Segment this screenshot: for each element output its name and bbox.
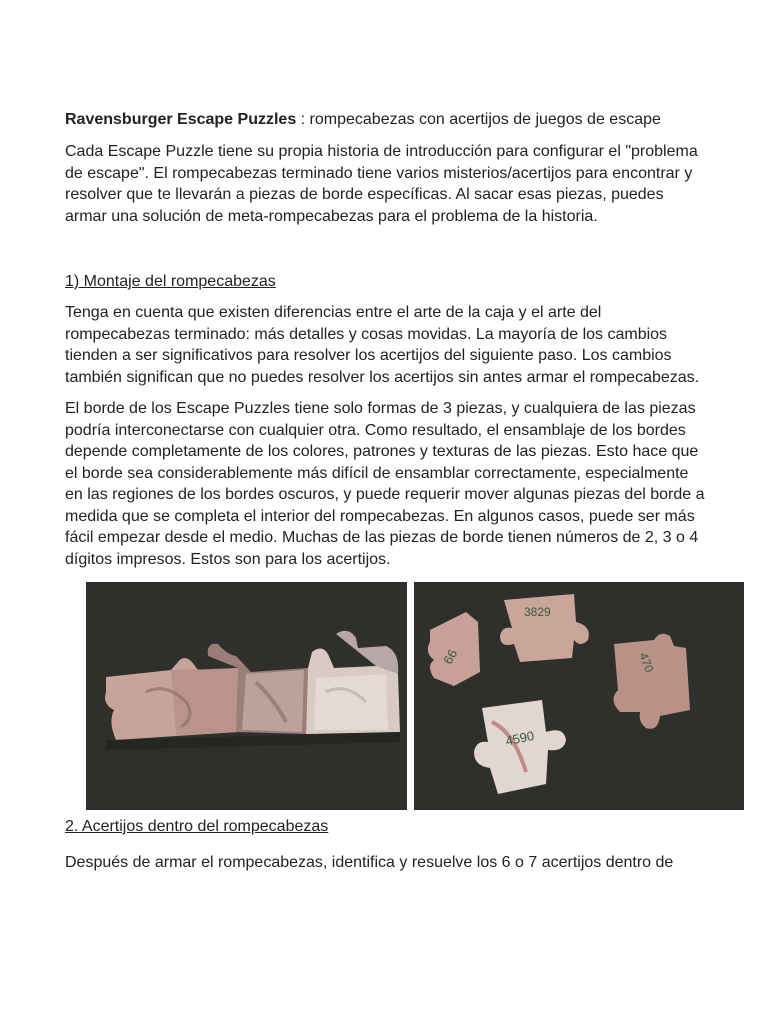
section-1-paragraph-2: El borde de los Escape Puzzles tiene solo formas de 3 piezas, y cualquiera de las piezas podría interconectarse con cualquier otra. Como resultado, el ensamblaje de los bordes depende completamente de los colores, patrones y texturas de las piezas. Esto hace que el borde sea considerablemente más difícil de ensamblar correctamente, especialmente en las regiones de los bordes oscuros, y puede requerir mover algunas piezas del borde a medida que se completa el interior del rompecabezas. En algunos casos, puede ser más fácil empezar desde el medio. Muchas de las piezas de borde tienen números de 2, 3 o 4 dígitos impresos. Estos son para los acertijos. (65, 400, 705, 568)
assembled-pieces-image (86, 582, 407, 810)
document-page (65, 108, 705, 884)
photo-row (65, 582, 705, 810)
heading-subtitle: : rompecabezas con acertijos de juegos de escape (296, 111, 661, 128)
intro-paragraph: Cada Escape Puzzle tiene su propia historia de introducción para configurar el "problema de escape". El rompecabezas terminado tiene varios misterios/acertijos para encontrar y resolver que te llevarán a piezas de borde específicas. Al sacar esas piezas, puedes armar una solución de meta-rompecabezas para el problema de la historia. (65, 143, 698, 225)
numbered-border-pieces-photo (414, 582, 744, 810)
document-heading (65, 108, 705, 132)
piece-number-3: 470 (636, 650, 657, 675)
section-2-paragraph-1: Después de armar el rompecabezas, identifica y resuelve los 6 o 7 acertijos dentro de (65, 854, 674, 871)
piece-number-1: 3829 (524, 605, 551, 619)
heading-title: Ravensburger Escape Puzzles (65, 111, 297, 128)
numbered-pieces-image (414, 582, 744, 810)
piece-number-2: 66 (440, 646, 461, 667)
section-1-title: 1) Montaje del rompecabezas (65, 273, 276, 290)
section-2-title: 2. Acertijos dentro del rompecabezas (65, 818, 329, 835)
piece-number-4: 4590 (504, 727, 536, 749)
section-1-paragraph-1: Tenga en cuenta que existen diferencias entre el arte de la caja y el arte del rompecabezas terminado: más detalles y cosas movidas. La mayoría de los cambios tienden a ser significativos para resolver los acertijos del siguiente paso. Los cambios también significan que no puedes resolver los acertijos sin antes armar el rompecabezas. (65, 304, 700, 386)
assembled-border-pieces-photo (86, 582, 407, 810)
